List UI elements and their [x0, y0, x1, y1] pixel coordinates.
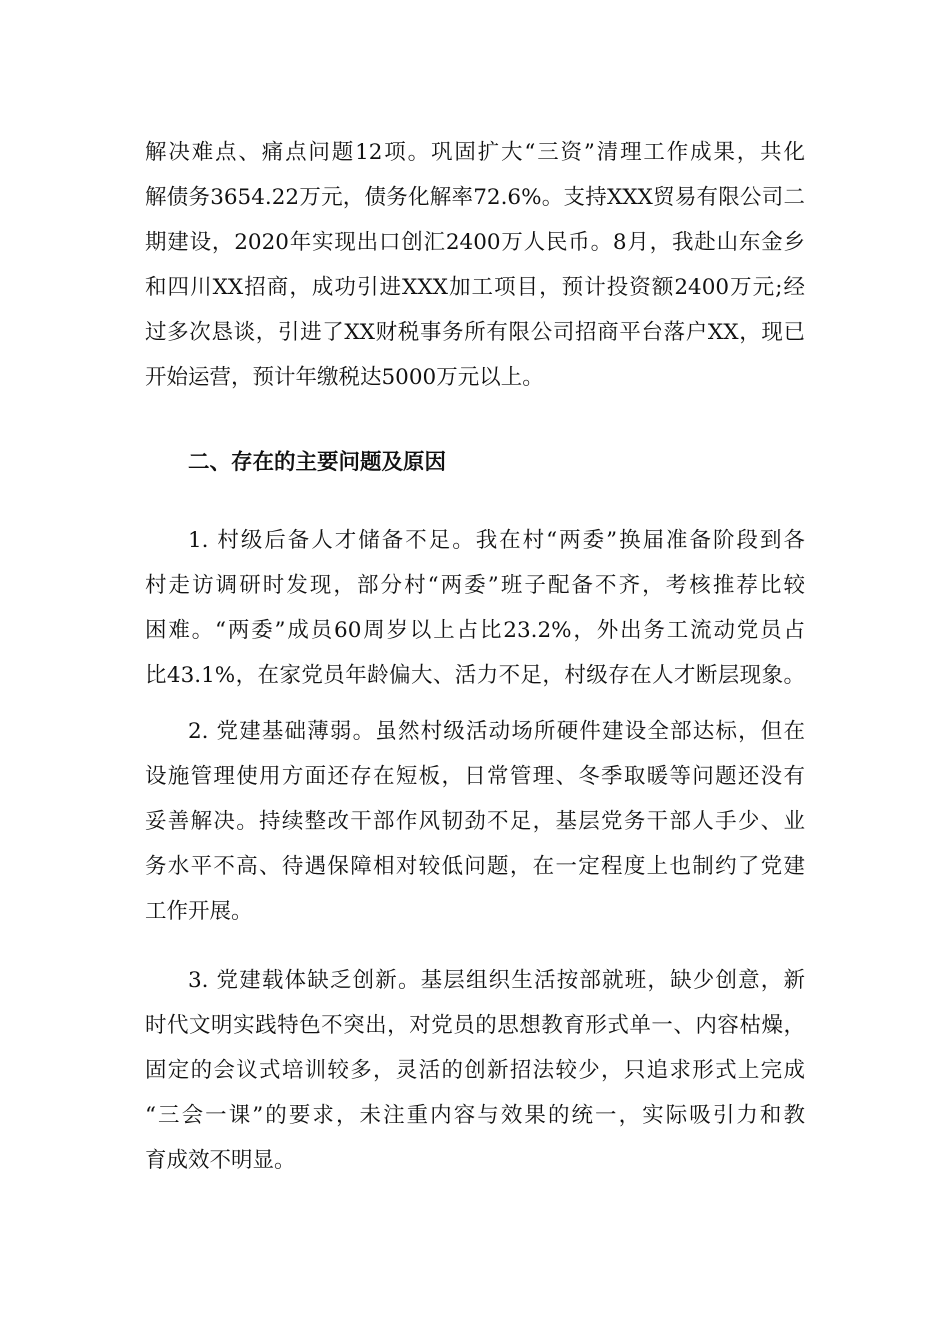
- paragraph-line: 比43.1%，在家党员年龄偏大、活力不足，村级存在人才断层现象。: [145, 663, 805, 688]
- item-2-paragraph: [145, 709, 805, 934]
- paragraph-line: 开始运营，预计年缴税达5000万元以上。: [145, 365, 544, 390]
- paragraph-line: “三会一课”的要求，未注重内容与效果的统一，实际吸引力和教: [145, 1103, 805, 1128]
- item-3-paragraph: [145, 958, 805, 1183]
- paragraph-line: 和四川XX招商，成功引进XXX加工项目，预计投资额2400万元;经: [145, 275, 805, 300]
- paragraph-line: 固定的会议式培训较多，灵活的创新招法较少，只追求形式上完成: [145, 1058, 805, 1083]
- section-heading: 二、存在的主要问题及原因: [188, 450, 447, 475]
- paragraph-line: 时代文明实践特色不突出，对党员的思想教育形式单一、内容枯燥，: [145, 1013, 805, 1038]
- paragraph-line: 育成效不明显。: [145, 1148, 296, 1173]
- paragraph-line: 过多次恳谈，引进了XX财税事务所有限公司招商平台落户XX，现已: [145, 320, 805, 345]
- paragraph-line: 困难。“两委”成员60周岁以上占比23.2%，外出务工流动党员占: [145, 618, 805, 643]
- paragraph-line: 1. 村级后备人才储备不足。我在村“两委”换届准备阶段到各: [188, 528, 805, 553]
- paragraph-line: 期建设，2020年实现出口创汇2400万人民币。8月，我赴山东金乡: [145, 230, 805, 255]
- paragraph-line: 村走访调研时发现，部分村“两委”班子配备不齐，考核推荐比较: [145, 573, 805, 598]
- paragraph-line: 解债务3654.22万元，债务化解率72.6%。支持XXX贸易有限公司二: [145, 185, 805, 210]
- paragraph-line: 务水平不高、待遇保障相对较低问题，在一定程度上也制约了党建: [145, 854, 805, 879]
- paragraph-line: 3. 党建载体缺乏创新。基层组织生活按部就班，缺少创意，新: [188, 968, 805, 993]
- paragraph-line: 妥善解决。持续整改干部作风韧劲不足，基层党务干部人手少、业: [145, 809, 805, 834]
- paragraph-line: 2. 党建基础薄弱。虽然村级活动场所硬件建设全部达标，但在: [188, 719, 805, 744]
- paragraph-line: 设施管理使用方面还存在短板，日常管理、冬季取暖等问题还没有: [145, 764, 805, 789]
- item-1-paragraph: [145, 518, 805, 698]
- paragraph-line: 工作开展。: [145, 899, 253, 924]
- intro-paragraph: [145, 130, 805, 400]
- paragraph-line: 解决难点、痛点问题12项。巩固扩大“三资”清理工作成果，共化: [145, 140, 805, 165]
